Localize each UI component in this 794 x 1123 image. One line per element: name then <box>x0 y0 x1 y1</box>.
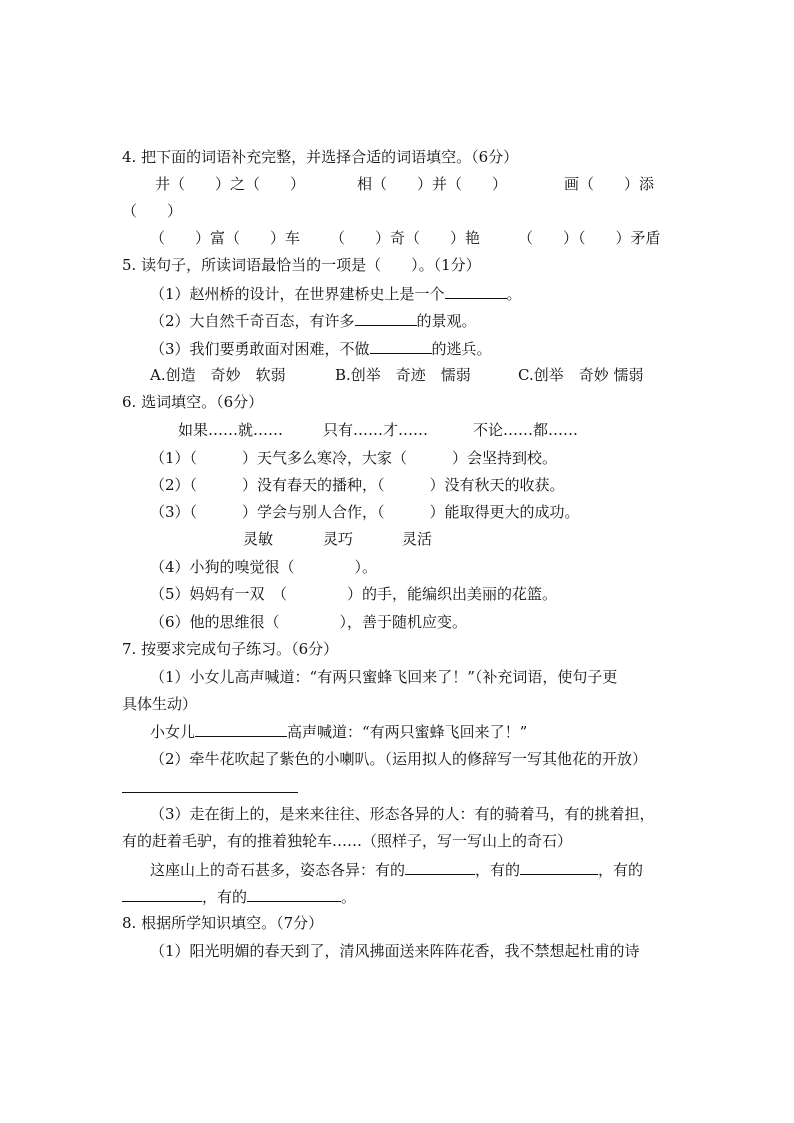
q6-word-2: 只有……才…… <box>323 421 429 439</box>
answer-blank[interactable] <box>355 311 417 326</box>
answer-blank[interactable] <box>122 887 202 902</box>
q5-option-a: A.创造 奇妙 软弱 <box>150 366 286 384</box>
q4-row1-item1: 井（ ）之（ ） <box>155 175 306 193</box>
answer-blank[interactable] <box>405 860 475 875</box>
q7-heading: 7. 按要求完成句子练习。（6分） <box>122 640 339 658</box>
q6-word-6: 灵活 <box>402 530 433 548</box>
q5-sentence-1: （1）赵州桥的设计，在世界建桥史上是一个 。 <box>150 285 522 303</box>
q4-row2-item1: （ ）富（ ）车 <box>150 229 301 247</box>
q6-sentence-2: （2）（ ）没有春天的播种，（ ）没有秋天的收获。 <box>150 476 565 494</box>
q6-word-3: 不论……都…… <box>473 421 579 439</box>
q4-row1-item2: 相（ ）并（ ） <box>357 175 508 193</box>
q6-sentence-5: （5）妈妈有一双 （ ）的手，能编织出美丽的花篮。 <box>150 585 558 603</box>
q4-row1-item3: 画（ ）添 <box>564 175 655 193</box>
q7-answer-1: 小女儿 高声喊道：“有两只蜜蜂飞回来了！” <box>150 723 528 741</box>
q5-sentence-2: （2）大自然千奇百态，有许多 的景观。 <box>150 312 477 330</box>
q5-option-c: C.创举 奇妙 懦弱 <box>518 366 644 384</box>
q7-task-3: （3）走在街上的，是来来往往、形态各异的人：有的骑着马，有的挑着担， <box>150 805 655 823</box>
q5-heading: 5. 读句子，所读词语最恰当的一项是（ ）。（1分） <box>122 256 481 274</box>
q6-sentence-1: （1）（ ）天气多么寒冷，大家（ ）会坚持到校。 <box>150 449 558 467</box>
q6-word-4: 灵敏 <box>243 530 274 548</box>
q7-task-3-cont: 有的赶着毛驴，有的推着独轮车……（照样子，写一写山上的奇石） <box>122 832 573 850</box>
q6-word-1: 如果……就…… <box>178 421 284 439</box>
answer-line[interactable] <box>122 792 298 793</box>
q7-answer-3-cont: ，有的 。 <box>122 887 356 906</box>
q6-sentence-6: （6）他的思维很（ ），善于随机应变。 <box>150 613 468 631</box>
q7-answer-3: 这座山上的奇石甚多，姿态各异：有的 ，有的 ，有的 <box>150 861 644 879</box>
answer-blank[interactable] <box>445 284 507 299</box>
answer-blank[interactable] <box>195 722 287 737</box>
q6-sentence-3: （3）（ ）学会与别人合作，（ ）能取得更大的成功。 <box>150 503 580 521</box>
answer-blank[interactable] <box>520 860 598 875</box>
q6-word-5: 灵巧 <box>323 530 354 548</box>
answer-blank[interactable] <box>247 887 341 902</box>
q4-row2-item2: （ ）奇（ ）艳 <box>330 229 481 247</box>
q8-heading: 8. 根据所学知识填空。（7分） <box>122 914 324 932</box>
q7-task-2: （2）牵牛花吹起了紫色的小喇叭。（运用拟人的修辞写一写其他花的开放） <box>150 750 648 768</box>
q7-task-1: （1）小女儿高声喊道：“有两只蜜蜂飞回来了！”（补充词语，使句子更 <box>150 668 618 686</box>
q7-task-1-cont: 具体生动） <box>122 695 198 713</box>
q8-task-1: （1）阳光明媚的春天到了，清风拂面送来阵阵花香，我不禁想起杜甫的诗 <box>150 942 640 960</box>
answer-blank[interactable] <box>370 339 432 354</box>
q6-heading: 6. 选词填空。（6分） <box>122 393 264 411</box>
q6-sentence-4: （4）小狗的嗅觉很（ ）。 <box>150 558 378 576</box>
q4-heading: 4. 把下面的词语补充完整，并选择合适的词语填空。（6分） <box>122 148 519 166</box>
q4-row1-wrap: （ ） <box>122 202 183 220</box>
q5-option-b: B.创举 奇迹 懦弱 <box>335 366 471 384</box>
q5-sentence-3: （3）我们要勇敢面对困难，不做 的逃兵。 <box>150 340 492 358</box>
q4-row2-item3: （ ）（ ）矛盾 <box>518 229 661 247</box>
